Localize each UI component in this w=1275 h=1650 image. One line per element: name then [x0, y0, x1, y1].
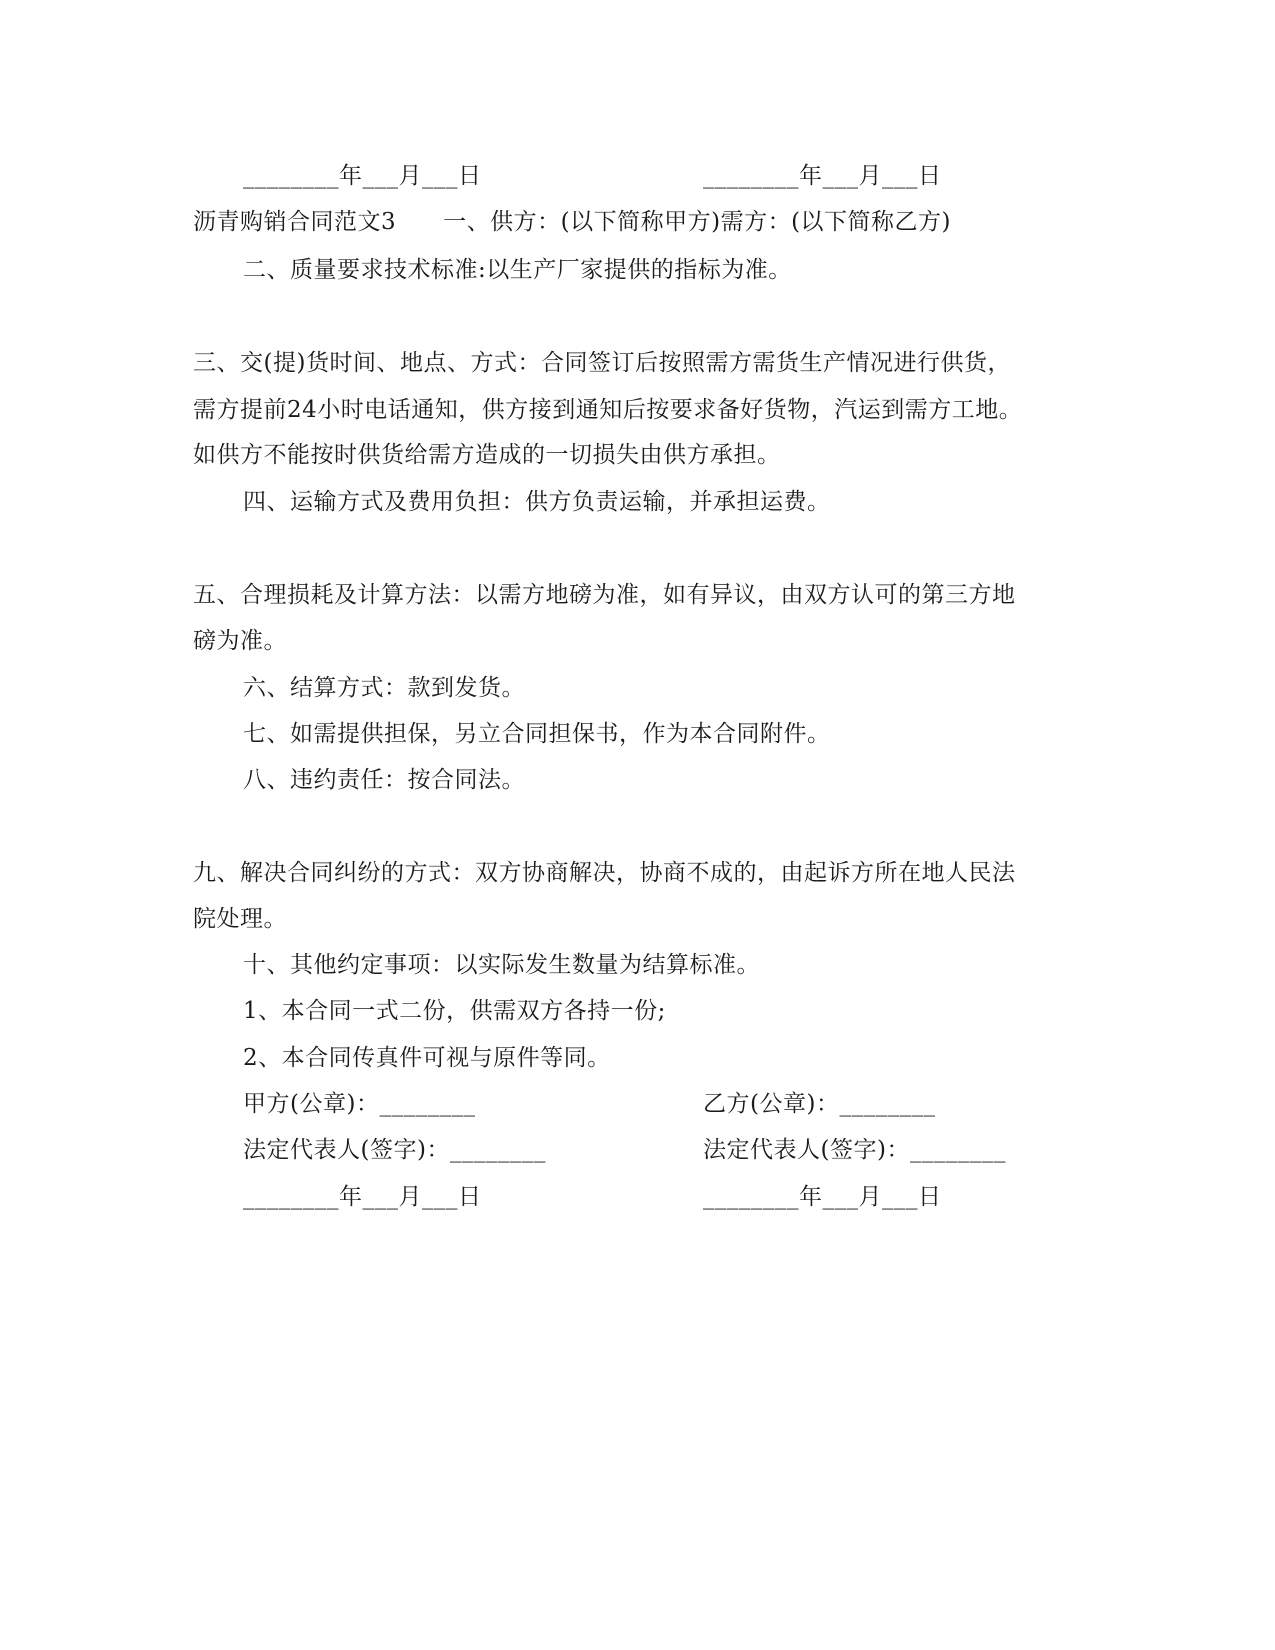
- party-a-date: ________年___月___日: [243, 1184, 482, 1210]
- top-date-right: ________年___月___日: [703, 163, 942, 189]
- clause-3-line-3: 如供方不能按时供货给需方造成的一切损失由供方承担。: [193, 442, 781, 468]
- party-b-representative: 法定代表人(签字)：________: [703, 1137, 1006, 1163]
- clause-7: 七、如需提供担保，另立合同担保书，作为本合同附件。: [243, 721, 831, 747]
- note-2: 2、本合同传真件可视与原件等同。: [243, 1045, 611, 1071]
- contract-title-line: 沥青购销合同范文3 一、供方：(以下简称甲方)需方：(以下简称乙方): [193, 209, 952, 235]
- party-a-seal: 甲方(公章)：________: [243, 1091, 476, 1117]
- party-b-date: ________年___月___日: [703, 1184, 942, 1210]
- clause-9-line-2: 院处理。: [193, 906, 287, 932]
- clause-3-line-2: 需方提前24小时电话通知，供方接到通知后按要求备好货物，汽运到需方工地。: [193, 397, 1023, 423]
- clause-2: 二、质量要求技术标准:以生产厂家提供的指标为准。: [243, 257, 792, 283]
- clause-9-line-1: 九、解决合同纠纷的方式：双方协商解决，协商不成的，由起诉方所在地人民法: [193, 860, 1016, 886]
- top-date-left: ________年___月___日: [243, 163, 482, 189]
- clause-3-line-1: 三、交(提)货时间、地点、方式：合同签订后按照需方需货生产情况进行供货，: [193, 350, 1011, 376]
- clause-10: 十、其他约定事项：以实际发生数量为结算标准。: [243, 952, 760, 978]
- clause-6: 六、结算方式：款到发货。: [243, 675, 525, 701]
- clause-4: 四、运输方式及费用负担：供方负责运输，并承担运费。: [243, 489, 831, 515]
- clause-8: 八、违约责任：按合同法。: [243, 767, 525, 793]
- clause-5-line-1: 五、合理损耗及计算方法：以需方地磅为准，如有异议，由双方认可的第三方地: [193, 582, 1016, 608]
- clause-5-line-2: 磅为准。: [193, 628, 287, 654]
- note-1: 1、本合同一式二份，供需双方各持一份;: [243, 998, 666, 1024]
- party-a-representative: 法定代表人(签字)：________: [243, 1137, 546, 1163]
- party-b-seal: 乙方(公章)：________: [703, 1091, 936, 1117]
